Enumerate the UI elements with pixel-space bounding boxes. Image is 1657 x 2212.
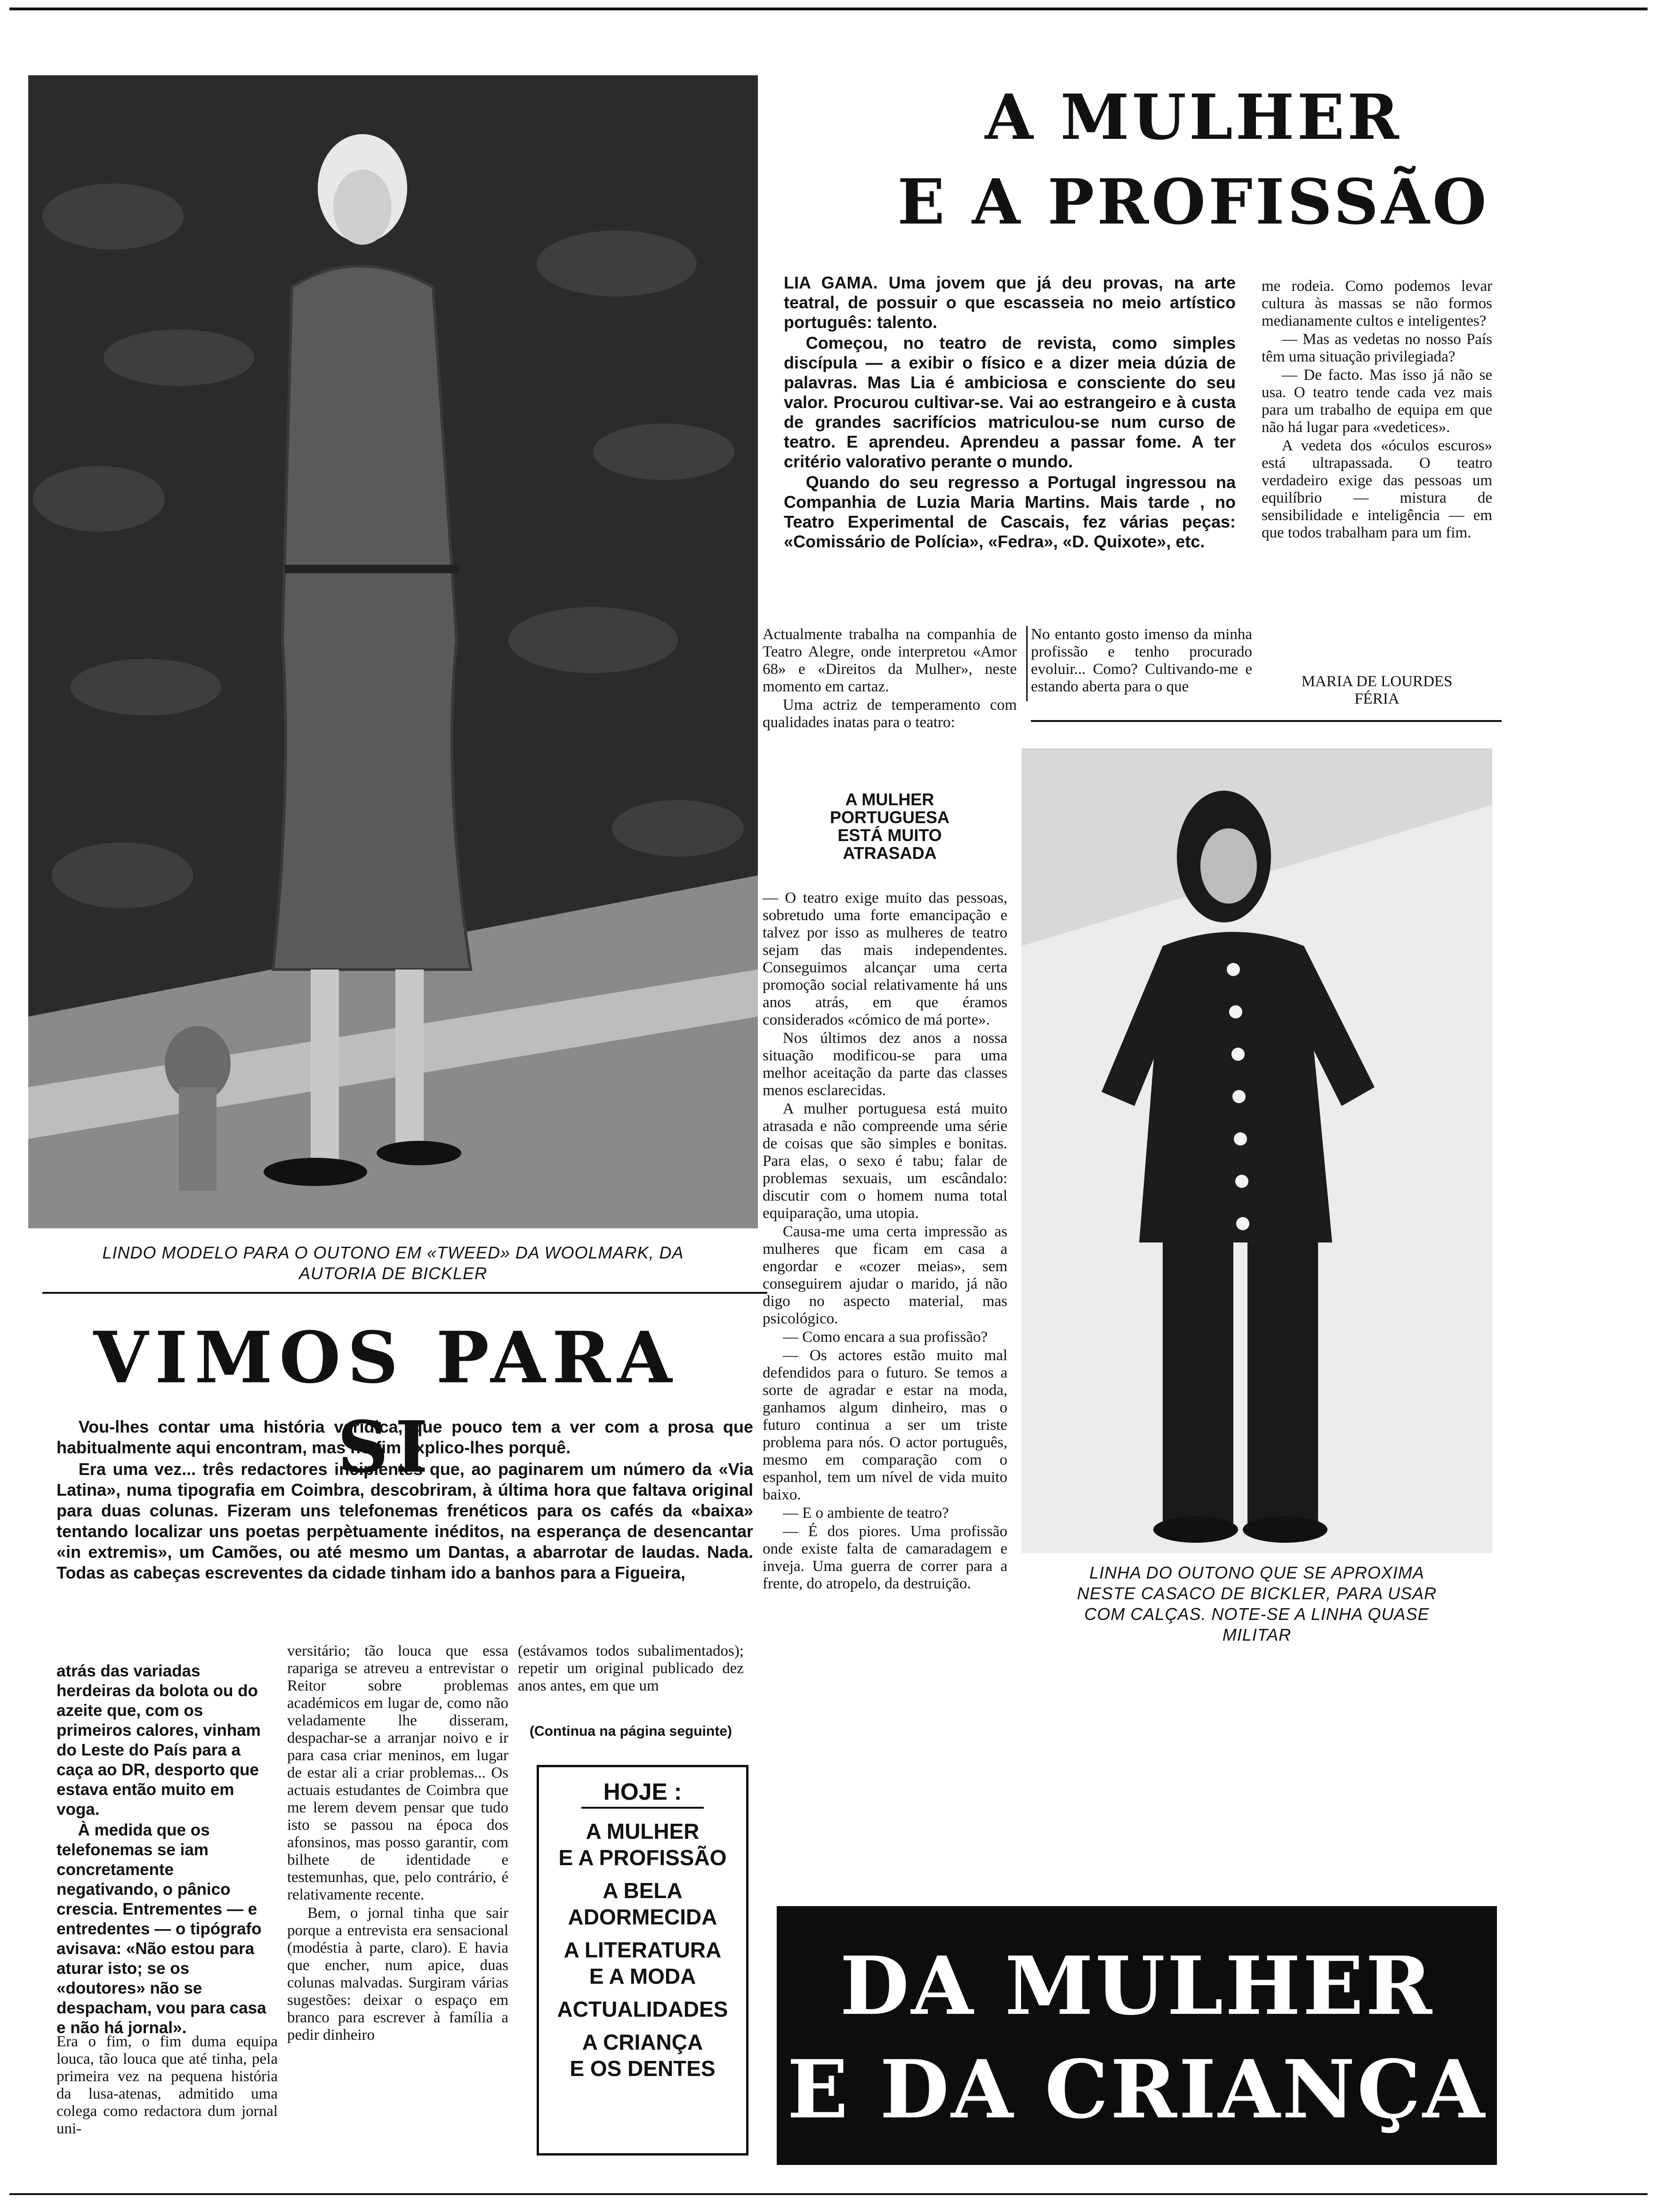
index-item-literatura[interactable] <box>539 1937 746 1989</box>
signature <box>1262 673 1492 708</box>
main-title-line-2: E A PROFISSÃO <box>897 166 1489 239</box>
col-d-p3: — De facto. Mas isso já não se usa. O teatro tende cada vez mais para um trabalho de equipa em que não há lugar para «vedetices». <box>1262 367 1492 436</box>
mulher-intro-p1: LIA GAMA. Uma jovem que já deu provas, na arte teatral, de possuir o que escasseia no meio artístico português: talento. <box>784 273 1236 332</box>
vimos-col1-p3: Era o fim, o fim duma equipa louca, tão louca que até tinha, pela primeira vez na pequena história da lusa-atenas, admitido uma colega como redactora dum jornal uni- <box>56 2033 278 2137</box>
vimos-column-3 <box>518 1643 744 1696</box>
index-item-literatura-line-2: E A MODA <box>589 1964 696 1988</box>
index-item-crianca-line-1: A CRIANÇA <box>582 2030 703 2054</box>
left-section-divider <box>42 1292 767 1294</box>
subhead-line-4: ATRASADA <box>843 843 937 863</box>
col-b-p6: — Os actores estão muito mal defendidos para o futuro. Se temos a sorte de agradar e estar na moda, ganhamos algum dinheiro, mas o futuro continua a ser um triste problema para nós. O actor português, mesmo em comparação com o espanhol, tem um nível de vida muito baixo. <box>763 1347 1007 1503</box>
mulher-column-a <box>763 626 1017 732</box>
vimos-intro <box>56 1417 753 1584</box>
col-b-p2: Nos últimos dez anos a nossa situação modificou-se para uma melhor aceitação da parte das classes menos esclarecidas. <box>763 1030 1007 1099</box>
vimos-title: VIMOS PARA SI <box>93 1316 679 1489</box>
coat-figure-illustration <box>1022 748 1492 1553</box>
vimos-col2-p1: versitário; tão louca que essa rapariga se atreveu a entrevistar o Reitor sobre problemas académicos em lugar de, como não veladamente lhe disseram, despachar-se a arranjar noivo e ir para casa criar meninos, em lugar de estar ali a criar problemas... Os actuais estudantes de Coimbra que me lerem devem pensar que tudo isto se passou na época dos afonsinos, mas posso garantir, com bilhete de identidade e testemunhas, que, pelo contrário, é relativamente recente. <box>287 1643 508 1903</box>
index-item-bela-line-2: ADORMECIDA <box>568 1905 717 1929</box>
index-item-actualidades[interactable]: ACTUALIDADES <box>557 1997 728 2021</box>
index-item-crianca-line-2: E OS DENTES <box>570 2056 716 2081</box>
col-b-p3: A mulher portuguesa está muito atrasada e não compreende uma série de coisas que são simples e bonitas. Para elas, o sexo é tabu; falar de problemas sexuais, um escândalo: discutir com o homem numa total equiparação, uma utopia. <box>763 1100 1007 1222</box>
right-caption-line-4: MILITAR <box>1222 1625 1292 1644</box>
mulher-column-c <box>1031 626 1252 697</box>
col-b-p8: — É dos piores. Uma profissão onde existe falta de camaradagem e inveja. Uma guerra de correr para a frente, do atropelo, da destruição. <box>763 1523 1007 1592</box>
col-b-p5: — Como encara a sua profissão? <box>782 1329 988 1346</box>
signature-line-2: FÉRIA <box>1354 690 1400 707</box>
mulher-intro <box>784 273 1236 553</box>
right-caption-line-2: NESTE CASACO DE BICKLER, PARA USAR <box>1077 1584 1437 1603</box>
index-box <box>537 1765 748 2156</box>
col-c-p1: No entanto gosto imenso da minha profissão e tenho procurado evoluir... Como? Cultivando-me e estando aberta para o que <box>1031 626 1252 695</box>
signature-line-1: MARIA DE LOURDES <box>1301 673 1453 690</box>
col-b-p1: — O teatro exige muito das pessoas, sobretudo uma forte emancipação e talvez por isso as mulheres de teatro sejam das mais independentes. Conseguimos alcançar uma certa promoção social relativamente há uns anos atrás, em que éramos considerados «cómico de má porte». <box>763 890 1007 1028</box>
mulher-column-rule <box>1026 626 1028 701</box>
index-item-mulher[interactable] <box>539 1818 746 1871</box>
left-caption-line-2: AUTORIA DE BICKLER <box>298 1264 488 1283</box>
mulher-column-b <box>763 890 1007 1594</box>
banner-line-2: E DA CRIANÇA <box>787 2043 1487 2137</box>
right-caption-line-1: LINHA DO OUTONO QUE SE APROXIMA <box>1089 1563 1424 1582</box>
index-item-mulher-line-2: E A PROFISSÃO <box>558 1845 727 1870</box>
vimos-col3-p1: (estávamos todos subalimentados); repetir um original publicado dez anos antes, em que um <box>518 1643 744 1694</box>
index-item-bela[interactable] <box>539 1877 746 1930</box>
continued-note[interactable]: (Continua na página seguinte) <box>529 1723 732 1739</box>
subhead-mulher-portuguesa <box>772 791 1007 862</box>
tweed-dress-figure-illustration <box>28 75 758 1228</box>
vimos-col1-p1: atrás das variadas herdeiras da bolota ou do azeite que, com os primeiros calores, vinham do Leste do País para a caça ao DR, desporto que estava então muito em voga. <box>56 1662 261 1819</box>
vimos-column-1 <box>56 1661 278 2039</box>
subhead-line-3: ESTÁ MUITO <box>837 825 942 845</box>
col-a-p2: Uma actriz de temperamento com qualidades inatas para o teatro: <box>763 697 1017 731</box>
right-caption-line-3: COM CALÇAS. NOTE-SE A LINHA QUASE <box>1084 1604 1430 1624</box>
vimos-column-1-end <box>56 2033 278 2139</box>
signature-rule <box>1031 720 1502 722</box>
index-item-bela-line-1: A BELA <box>603 1878 683 1903</box>
main-title-line-1: A MULHER <box>985 81 1402 154</box>
mulher-column-d <box>1262 278 1492 543</box>
col-a-p1: Actualmente trabalha na companhia de Teatro Alegre, onde interpretou «Amor 68» e «Direitos da Mulher», neste momento em cartaz. <box>763 626 1017 695</box>
top-rule <box>9 8 1648 10</box>
col-b-p7: — E o ambiente de teatro? <box>782 1505 949 1522</box>
vimos-intro-p2: Era uma vez... três redactores incipientes que, ao paginarem um número da «Via Latina», numa tipografia em Coimbra, descobriram, à última hora que faltava original para duas colunas. Fizeram uns telefonemas frenéticos para os cafés da «baixa» tentando localizar uns poetas perpètuamente inéditos, na esperança de desencantar «in extremis», um Camões, ou até mesmo um Dantas, a abarrotar de laudas. Nada. Todas as cabeças escreventes da cidade tinham ido a banhos para a Figueira, <box>56 1459 753 1582</box>
fashion-photo-coat <box>1022 748 1492 1553</box>
vimos-intro-p1: Vou-lhes contar uma história verídica, que pouco tem a ver com a prosa que habitualmente aqui encontram, mas no fim explico-lhes porquê. <box>56 1417 753 1457</box>
index-item-crianca[interactable] <box>539 2029 746 2082</box>
mulher-intro-p2: Começou, no teatro de revista, como simples discípula — a exibir o físico e a dizer meia dúzia de palavras. Mas Lia é ambiciosa e consciente do seu valor. Procurou cultivar-se. Vai ao estrangeiro e à custa de grandes sacrifícios matriculou-se num curso de teatro. E aprendeu. Aprendeu a passar fome. A ter critério valorativo perante o mundo. <box>784 333 1236 471</box>
right-photo-caption <box>1022 1563 1492 1645</box>
vimos-column-2 <box>287 1643 508 2045</box>
index-box-title: HOJE : <box>581 1777 704 1809</box>
left-caption-line-1: LINDO MODELO PARA O OUTONO EM «TWEED» DA WOOLMARK, DA <box>102 1243 684 1262</box>
bottom-rule <box>9 2193 1648 2195</box>
mulher-intro-p3: Quando do seu regresso a Portugal ingressou na Companhia de Luzia Maria Martins. Mais tarde , no Teatro Experimental de Cascais, fez várias peças: «Comissário de Polícia», «Fedra», «D. Quixote», etc. <box>784 473 1236 551</box>
col-b-p4: Causa-me uma certa impressão as mulheres que ficam em casa a engordar e «cozer meias», sem conseguirem ajudar o marido, já não digo no aspecto material, mas psicológico. <box>763 1223 1007 1327</box>
banner-line-1: DA MULHER <box>840 1939 1434 2033</box>
index-item-literatura-line-1: A LITERATURA <box>563 1938 722 1962</box>
col-d-p4: A vedeta dos «óculos escuros» está ultrapassada. O teatro verdadeiro exige das pessoas um equilíbrio — mistura de sensibilidade e inteligência — em que todos trabalham para um fim. <box>1262 437 1492 541</box>
index-item-mulher-line-1: A MULHER <box>586 1819 700 1843</box>
left-photo-caption <box>28 1242 758 1284</box>
subhead-line-1: A MULHER <box>845 790 934 809</box>
vimos-col2-p2: Bem, o jornal tinha que sair porque a entrevista era sensacional (modéstia à parte, claro). E havia que encher, num apice, duas colunas malvadas. Surgiram várias sugestões: deixar o espaço em branco para escrever à família a pedir dinheiro <box>287 1905 508 2044</box>
fashion-photo-tweed <box>28 75 758 1228</box>
main-title <box>777 75 1610 245</box>
vimos-col1-p2: À medida que os telefonemas se iam concretamente negativando, o pânico crescia. Entrementes — e entredentes — o tipógrafo avisava: «Não estou para aturar isto; se os «doutores» não se despacham, vou para casa e não há jornal». <box>56 1821 266 2037</box>
section-banner <box>777 1906 1497 2165</box>
col-d-p2: — Mas as vedetas no nosso País têm uma situação privilegiada? <box>1262 331 1492 365</box>
col-d-p1: me rodeia. Como podemos levar cultura às massas se não formos medianamente cultos e inteligentes? <box>1262 278 1492 329</box>
subhead-line-2: PORTUGUESA <box>829 808 950 827</box>
